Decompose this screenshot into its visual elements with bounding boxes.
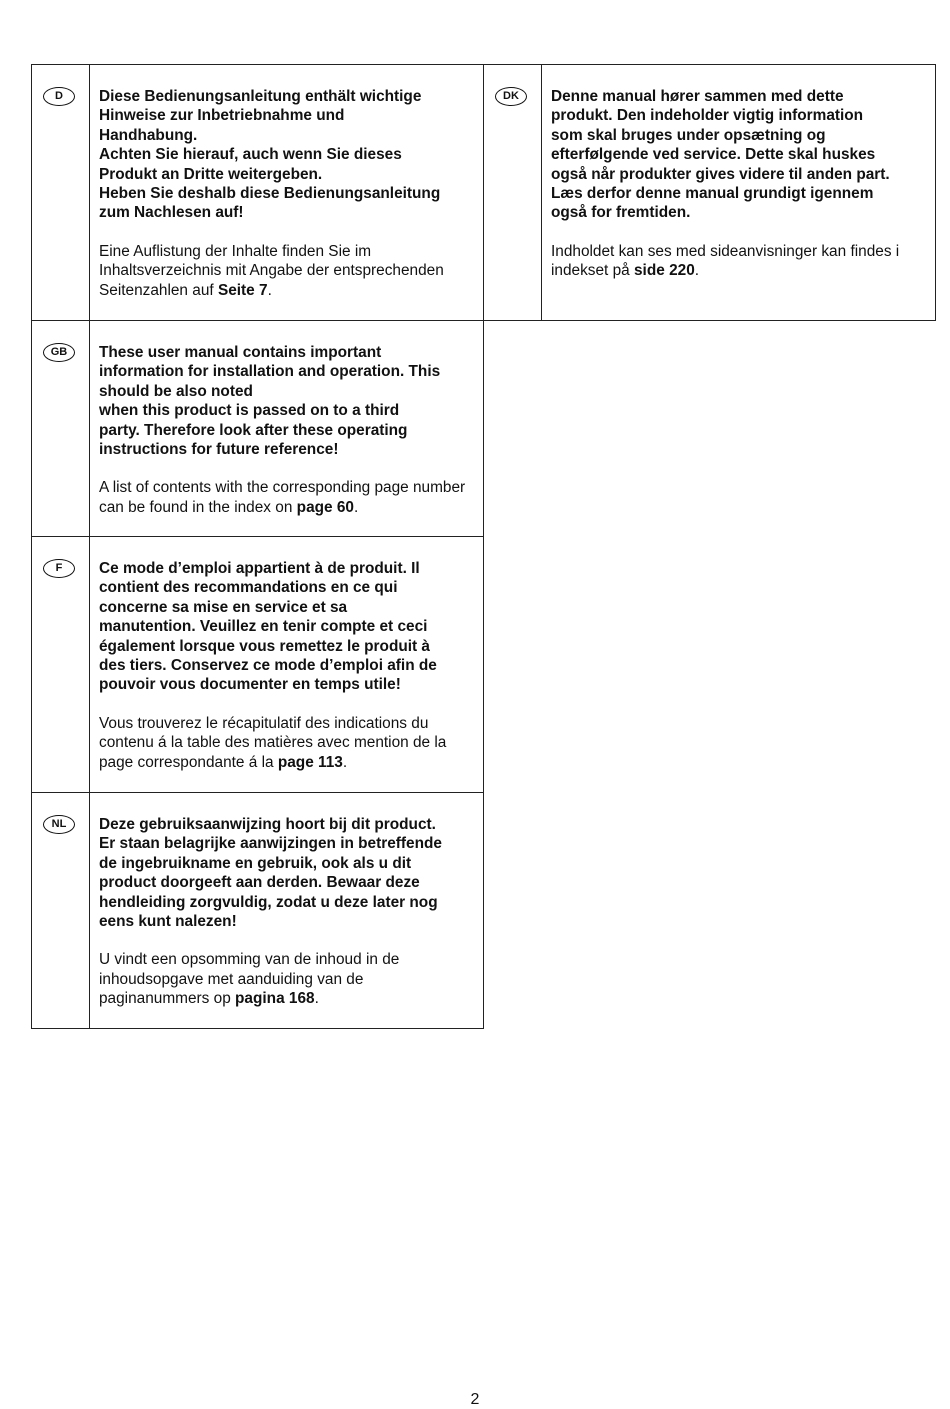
notice-line: des tiers. Conservez ce mode d’emploi afin de [99,657,437,675]
index-reference [551,242,927,281]
notice-line: hendleiding zorgvuldig, zodat u deze later nog [99,893,438,911]
page-reference: pagina 168 [235,990,315,1008]
language-section-nl [31,792,484,1029]
notice-line: også for fremtiden. [551,204,691,222]
notice-line: Diese Bedienungsanleitung enthält wichtige [99,88,422,105]
notice-line: Denne manual hører sammen med dette [551,88,844,105]
section-text [551,87,927,281]
index-text: Indholdet kan ses med sideanvisninger kan findes i indekset på [551,242,900,280]
notice-line: information for installation and operation. This [99,363,441,381]
index-text-end: . [267,281,272,299]
important-notice [99,559,475,695]
notice-line: Produkt an Dritte weitergeben. [99,165,323,183]
language-section-gb [31,320,484,537]
index-text-end: . [342,753,348,771]
language-section-dk [483,64,936,321]
page-number: 2 [470,1391,480,1408]
notice-line: contient des recommandations en ce qui [99,579,398,597]
index-text: U vindt een opsomming van de inhoud in de inhoudsopgave met aanduiding van de paginanummers op [99,951,400,1008]
important-notice [551,87,927,223]
notice-line: Er staan belagrijke aanwijzingen in betreffende [99,835,442,853]
notice-line: Achten Sie hierauf, auch wenn Sie dieses [99,146,402,164]
language-badge-dk: DK [495,87,527,106]
notice-line: concerne sa mise en service et sa [99,598,348,616]
important-notice [99,343,475,459]
section-text [99,343,475,517]
language-section-fr [31,536,484,793]
notice-line: de ingebruikname en gebruik, ook als u dit [99,854,412,872]
notice-line: efterfølgende ved service. Dette skal huskes [551,146,876,164]
notice-line: Ce mode d’emploi appartient à de produit. Il [99,560,420,577]
index-reference [99,950,475,1008]
index-text-end: . [354,498,359,516]
notice-line: Læs derfor denne manual grundigt igennem [551,185,874,203]
notice-line: manutention. Veuillez en tenir compte et ceci [99,618,428,636]
language-badge-gb: GB [43,343,75,362]
notice-line: when this product is passed on to a third [99,402,400,420]
notice-line: eens kunt nalezen! [99,913,237,931]
important-notice [99,87,475,223]
notice-line: party. Therefore look after these operating [99,421,408,439]
notice-line: These user manual contains important [99,344,382,361]
important-notice [99,815,475,931]
notice-line: Deze gebruiksaanwijzing hoort bij dit product. [99,816,436,833]
notice-line: instructions for future reference! [99,441,339,459]
section-text [99,559,475,772]
section-text [99,87,475,300]
language-badge-fr: F [43,559,75,578]
index-reference [99,242,475,300]
index-reference [99,714,475,772]
index-text: A list of contents with the corresponding page number can be found in the index on [99,479,466,516]
notice-line: Handhabung. [99,126,198,144]
page-reference: Seite 7 [217,281,268,299]
page-reference: page 113 [277,753,343,771]
notice-line: også når produkter gives videre til anden part. [551,165,890,183]
notice-line: should be also noted [99,382,253,400]
notice-line: produkt. Den indeholder vigtig information [551,107,864,125]
notice-line: pouvoir vous documenter en temps utile! [99,676,401,694]
notice-line: Heben Sie deshalb diese Bedienungsanleitung [99,185,441,203]
notice-line: zum Nachlesen auf! [99,204,244,222]
index-text: Vous trouverez le récapitulatif des indications du contenu á la table des matières avec mention de la page correspondante á la [99,714,447,771]
notice-line: également lorsque vous remettez le produit à [99,637,430,655]
notice-line: product doorgeeft aan derden. Bewaar deze [99,874,420,892]
page-reference: page 60 [296,498,354,516]
section-text [99,815,475,1009]
index-text: Eine Auflistung der Inhalte finden Sie im Inhaltsverzeichnis mit Angabe der entsprechenden Seitenzahlen auf [99,242,444,299]
index-reference [99,478,475,517]
language-section-de [31,64,484,321]
notice-line: som skal bruges under opsætning og [551,126,826,144]
language-badge-nl: NL [43,815,75,834]
index-text-end: . [694,262,700,280]
notice-line: Hinweise zur Inbetriebnahme und [99,107,345,125]
language-badge-de: D [43,87,75,106]
index-text-end: . [314,990,319,1008]
page-reference: side 220 [634,262,695,280]
